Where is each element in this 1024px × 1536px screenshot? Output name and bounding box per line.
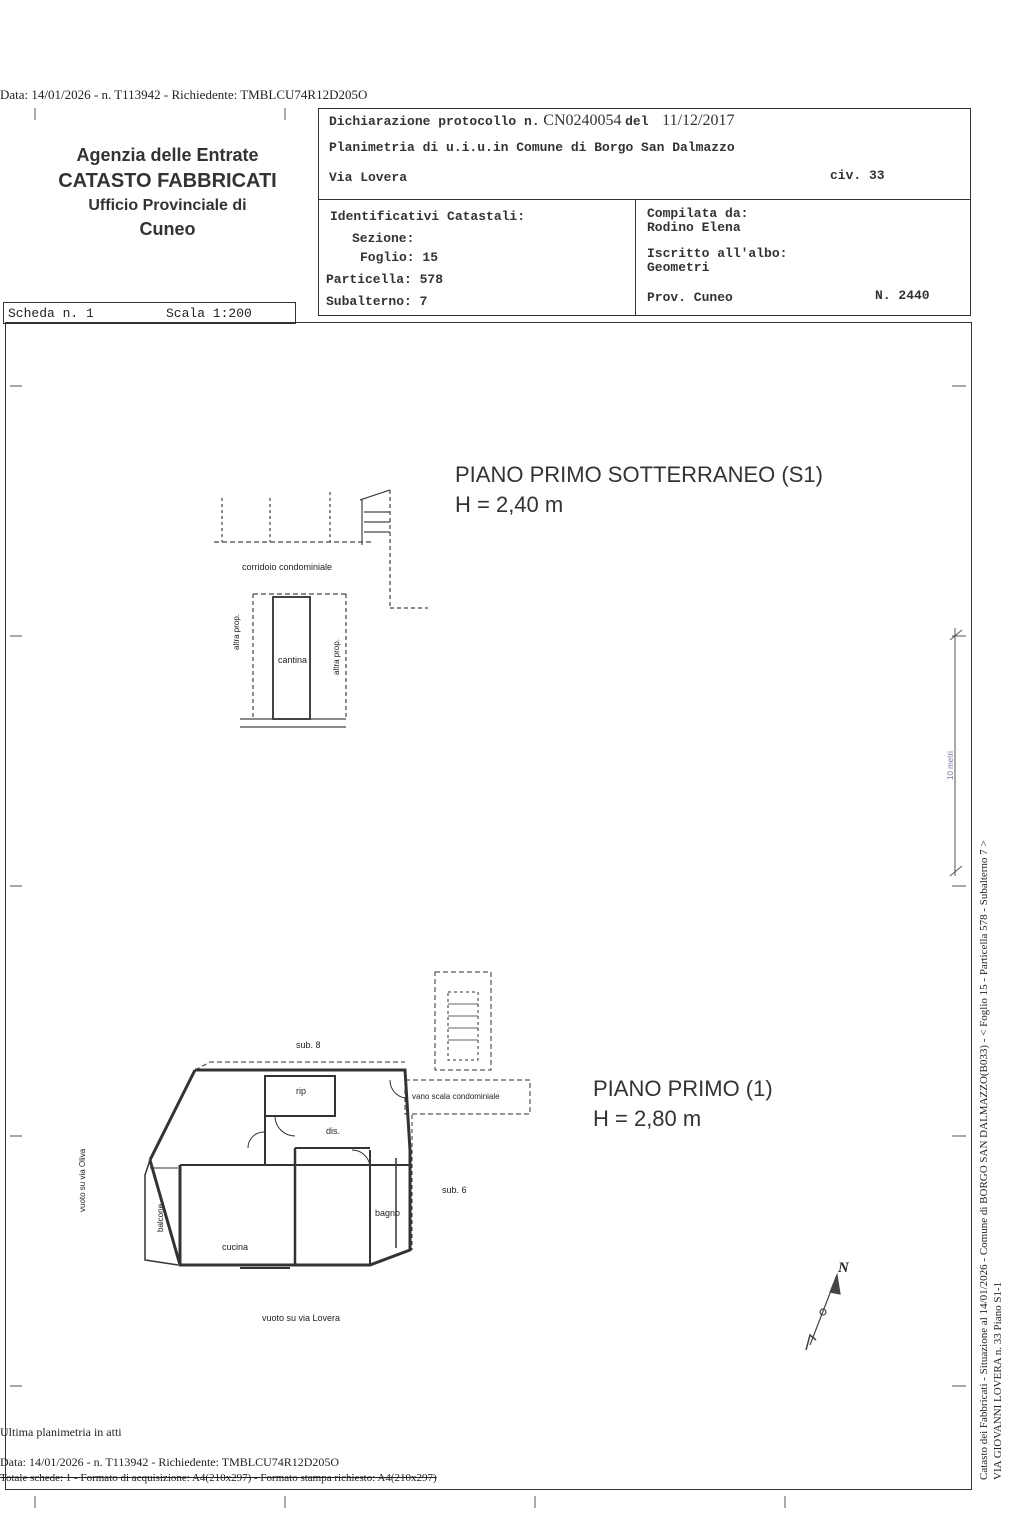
identifier-foglio: Foglio: 15: [360, 250, 439, 265]
footer-totals: Totale schede: 1 - Formato di acquisizione: A4(210x297) - Formato stampa richiesto: A4(210x297): [0, 1472, 437, 1484]
declaration-date: 11/12/2017: [662, 112, 735, 129]
p1-title: PIANO PRIMO (1): [593, 1076, 773, 1101]
frame-ticks: [10, 108, 966, 1508]
sheet-label: Scheda n. 1: [8, 306, 94, 321]
label-cantina: cantina: [278, 655, 308, 665]
basement-plan: [214, 490, 428, 727]
footer-request: Data: 14/01/2026 - n. T113942 - Richiedente: TMBLCU74R12D205O: [0, 1455, 340, 1469]
agency-name: Agenzia delle Entrate: [76, 145, 259, 165]
agency-city: Cuneo: [139, 219, 196, 239]
compiler-label: Compilata da:: [647, 206, 749, 221]
label-bagno: bagno: [375, 1208, 401, 1218]
sheet-scale: Scala 1:200: [166, 306, 252, 321]
declaration-date-label: del: [625, 114, 649, 129]
top-request-line: Data: 14/01/2026 - n. T113942 - Richiedente: TMBLCU74R12D205O: [0, 87, 368, 102]
albo-label: Iscritto all'albo:: [647, 246, 788, 261]
label-corridor: corridoio condominiale: [242, 562, 333, 572]
civic-number: civ. 33: [830, 168, 885, 183]
label-sub6: sub. 6: [442, 1185, 467, 1195]
declaration-number: CN0240054: [543, 112, 622, 129]
plan-line: Planimetria di u.i.u.in Comune di Borgo San Dalmazzo: [329, 140, 735, 155]
label-dis: dis.: [326, 1126, 341, 1136]
s1-title: PIANO PRIMO SOTTERRANEO (S1): [455, 462, 823, 487]
first-floor-plan: [145, 972, 530, 1268]
label-vuoto-lovera: vuoto su via Lovera: [262, 1313, 341, 1323]
identifiers-title: Identificativi Catastali:: [330, 209, 526, 224]
p1-height: H = 2,80 m: [593, 1106, 702, 1131]
albo-value: Geometri: [647, 260, 710, 275]
identifier-particella: Particella: 578: [326, 272, 444, 287]
north-arrow-icon: [806, 1275, 840, 1350]
label-cucina: cucina: [222, 1242, 249, 1252]
side-text-situation: Catasto dei Fabbricati - Situazione al 14/01/2026 - Comune di BORGO SAN DALMAZZO(B033) - < Foglio 15 - Particella 578 - Subalterno 7 >: [978, 840, 990, 1480]
label-vuoto-oliva: vuoto su via Oliva: [78, 1148, 87, 1212]
street-line: Via Lovera: [329, 170, 408, 185]
compiler-name: Rodino Elena: [647, 220, 741, 235]
agency-registry: CATASTO FABBRICATI: [58, 170, 277, 192]
label-balcone: balcone: [156, 1203, 165, 1232]
compiler-province: Prov. Cuneo: [647, 290, 733, 305]
label-altra-left: altra prop.: [232, 613, 241, 650]
side-text-address: VIA GIOVANNI LOVERA n. 33 Piano S1-1: [992, 1281, 1004, 1480]
compiler-number: N. 2440: [875, 288, 930, 303]
identifier-sezione: Sezione:: [352, 231, 415, 246]
label-rip: rip: [296, 1086, 307, 1096]
identifier-subalterno: Subalterno: 7: [326, 294, 428, 309]
s1-height: H = 2,40 m: [455, 492, 564, 517]
agency-office: Ufficio Provinciale di: [88, 197, 247, 214]
declaration-prefix: Dichiarazione protocollo n.: [329, 114, 540, 129]
north-label: N: [838, 1260, 849, 1276]
label-scale-mark: 10 metri: [946, 751, 955, 780]
label-sub8: sub. 8: [296, 1040, 321, 1050]
label-altra-right: altra prop.: [332, 638, 341, 675]
footer-last-plan: Ultima planimetria in atti: [0, 1425, 122, 1439]
label-vano-scala: vano scala condominiale: [412, 1092, 500, 1101]
